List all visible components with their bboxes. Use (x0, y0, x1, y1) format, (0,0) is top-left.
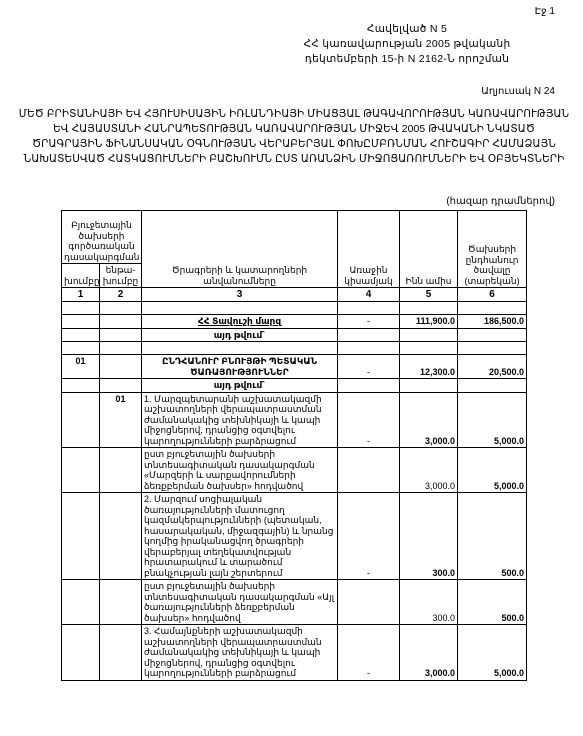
item-description: ըստ բյուջետային ծախսերի տնտեսագիտական դասակարգման «Մարզերի և սարքավորումների ձեռքբերման ծախսեր» հոդվածով (142, 448, 338, 493)
col-number: 3 (142, 288, 338, 302)
col-number: 6 (458, 288, 527, 302)
header-priority: Առաջին կիսամյակ (338, 211, 400, 288)
header-nine-months: Ինն ամիս (400, 211, 458, 288)
cell-priority: - (338, 315, 400, 329)
header-name: Ծրագրերի և կատարողների անվանումները (142, 211, 338, 288)
annex-line-2: ՀՀ կառավարության 2005 թվականի (303, 38, 511, 50)
item-description: ըստ բյուջետային ծախսերի տնտեսագիտական դասակարգման «Այլ ծառայությունների ձեռքբերման ծախսեր» հոդվածով (142, 580, 338, 625)
cell-annual: 20,500.0 (458, 355, 527, 379)
table-row-item (62, 392, 527, 448)
header-group: խումբը (62, 264, 100, 288)
group-name: ԸՆԴՀԱՆՈՒՐ ԲՆՈՒՅԹԻ ՊԵՏԱԿԱՆ ԾԱՌԱՅՈՒԹՅՈՒՆՆԵՐ (142, 355, 338, 379)
cell-subgroup: 01 (100, 392, 142, 448)
table-row-total (62, 315, 527, 329)
title-line-2: ԵՎ ՀԱՅԱՍՏԱՆԻ ՀԱՆՐԱՊԵՏՈՒԹՅԱՆ ԿԱՌԱՎԱՐՈՒԹՅԱՆ ՄԻՋԵՎ 2005 ԹՎԱԿԱՆԻ ՆԿԱՏԱԾ (53, 124, 535, 135)
table-row (62, 302, 527, 315)
including-label: այդ թվում` (142, 379, 338, 393)
cell-annual: 186,500.0 (458, 315, 527, 329)
cell-annual: 5,000.0 (458, 392, 527, 448)
column-number-row (62, 288, 527, 302)
item-description: 1. Մարզպետարանի աշխատակազմի աշխատողների վերապատրաստման ժամանակակից տեխնիկայի և կապի միջոցներով, դրանցից օգտվելու կարողությունների բարձրացում (142, 392, 338, 448)
cell-nine-months: 3,000.0 (400, 448, 458, 493)
unit-label: (հազար դրամներով) (446, 196, 555, 207)
budget-table (61, 210, 527, 681)
table-row (62, 379, 527, 393)
cell-priority: - (338, 355, 400, 379)
header-annual: Ծախսերի ընդհանուր ծավալը (տարեկան) (458, 211, 527, 288)
title-line-4: ՆԱԽԱՏԵՍՎԱԾ ՀԱՏԿԱՑՈՒՄՆԵՐԻ ԲԱՇԽՈՒՄՆ ԸՍՏ ԱՌԱՆՁԻՆ ՄԻՋՈՑԱՌՈՒՄՆԵՐԻ ԵՎ ՕԲՅԵԿՏՆԵՐԻ (23, 154, 565, 165)
header-row (62, 211, 527, 264)
annex-line-3: դեկտեմբերի 15-ի N 2162-Ն որոշման (304, 53, 510, 65)
table-number: Աղյուսակ N 24 (481, 86, 555, 97)
table-row (62, 328, 527, 342)
region-name: ՀՀ Տավուշի մարզ (142, 315, 338, 329)
table-row (62, 342, 527, 355)
table-row-item (62, 580, 527, 625)
cell-priority: - (338, 625, 400, 681)
cell-annual: 500.0 (458, 580, 527, 625)
item-description: 3. Համայնքների աշխատակազմի աշխատողների վերապատրաստման ժամանակակից տեխնիկայի և կապի միջոցներով, դրանցից օգտվելու կարողությունների բարձրացում (142, 625, 338, 681)
page-number: Էջ 1 (534, 6, 555, 17)
col-number: 4 (338, 288, 400, 302)
cell-annual: 5,000.0 (458, 448, 527, 493)
cell-group: 01 (62, 355, 100, 379)
document-title (8, 107, 580, 167)
col-number: 1 (62, 288, 100, 302)
annex-line-1: Հավելված N 5 (366, 23, 448, 35)
cell-annual: 5,000.0 (458, 625, 527, 681)
cell-nine-months: 12,300.0 (400, 355, 458, 379)
item-description: 2. Մարզում սոցիալական ծառայությունների մատուցող կազմակերպությունների (պետական, հասարակական, միջազգային) և նրանց կողմից իրականացվող ծրագրերի վերաբերյալ տեղեկատվության հրատարակում և տարածում բնակչության լայն շերտերում (142, 493, 338, 580)
including-label: այդ թվում` (142, 328, 338, 342)
table-row-item (62, 625, 527, 681)
cell-nine-months: 3,000.0 (400, 625, 458, 681)
title-line-1: ՄԵԾ ԲՐԻՏԱՆԻԱՅԻ ԵՎ ՀՅՈՒՍԻՍԱՅԻՆ ԻՌԼԱՆԴԻԱՅԻ ՄԻԱՑՅԱԼ ԹԱԳԱՎՈՐՈՒԹՅԱՆ ԿԱՌԱՎԱՐՈՒԹՅԱՆ (18, 109, 570, 120)
table-row-group (62, 355, 527, 379)
cell-nine-months: 300.0 (400, 493, 458, 580)
col-number: 5 (400, 288, 458, 302)
title-line-3: ԾՐԱԳՐԱՅԻՆ ՖԻՆԱՆՍԱԿԱՆ ՕԳՆՈՒԹՅԱՆ ՎԵՐԱԲԵՐՅԱԼ ՓՈԽԸՄԲՌՆՄԱՆ ՀՈՒՇԱԳԻՐ ՀԱՄԱՁԱՅՆ (32, 139, 556, 150)
header-subgroup: ենթա-խումբը (100, 264, 142, 288)
cell-nine-months: 300.0 (400, 580, 458, 625)
cell-nine-months: 111,900.0 (400, 315, 458, 329)
table-row-item (62, 448, 527, 493)
table-row-item (62, 493, 527, 580)
header-classification: Բյուջետային ծախսերի գործառական դասակարգման (62, 211, 142, 264)
cell-nine-months: 3,000.0 (400, 392, 458, 448)
cell-annual: 500.0 (458, 493, 527, 580)
col-number: 2 (100, 288, 142, 302)
annex-header (257, 22, 557, 67)
cell-priority: - (338, 493, 400, 580)
cell-priority: - (338, 392, 400, 448)
